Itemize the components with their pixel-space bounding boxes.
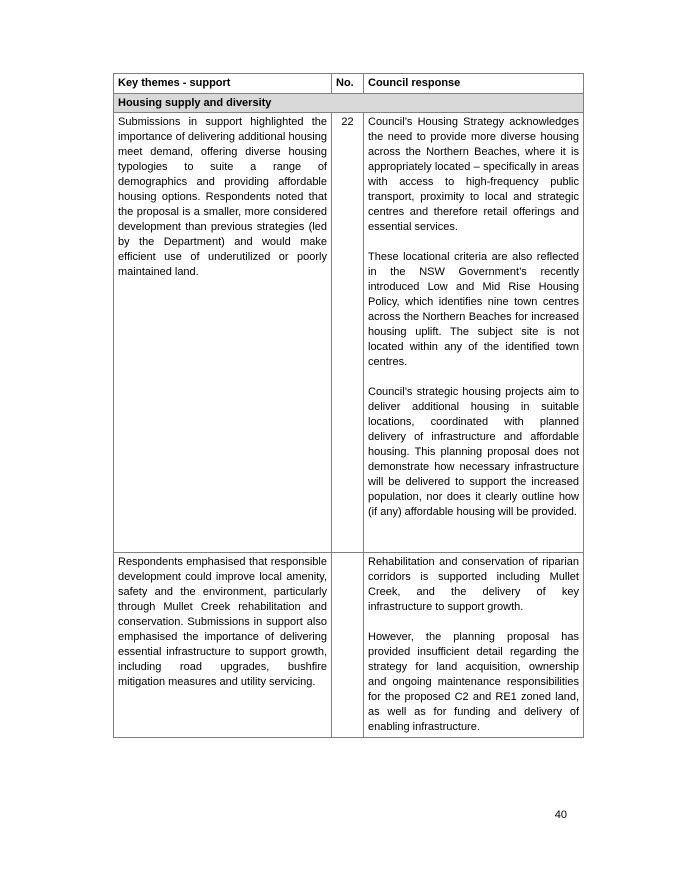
column-header-key-themes: Key themes - support	[114, 74, 332, 94]
no-cell	[332, 553, 364, 738]
no-cell: 22	[332, 113, 364, 553]
response-paragraph: However, the planning proposal has provided insufficient detail regarding the strategy for land acquisition, ownership and ongoing maintenance responsibilities for the proposed C2 and RE1 zoned land, as well as for funding and delivery of enabling infrastructure.	[368, 631, 579, 733]
theme-paragraph: Respondents emphasised that responsible development could improve local amenity, safety and the environment, particularly through Mullet Creek rehabilitation and conservation. Submissions in support also emphasised the importance of delivering essential infrastructure to support growth, including road upgrades, bushfire mitigation measures and utility servicing.	[118, 556, 327, 688]
response-paragraph: Rehabilitation and conservation of riparian corridors is supported including Mullet Creek, and the delivery of key infrastructure to support growth.	[368, 556, 579, 613]
response-paragraph: These locational criteria are also reflected in the NSW Government’s recently introduced Low and Mid Rise Housing Policy, which identifies nine town centres across the Northern Beaches for increased housing uplift. The subject site is not located within any of the identified town centres.	[368, 251, 579, 368]
column-header-council-response: Council response	[364, 74, 584, 94]
theme-paragraph: Submissions in support highlighted the importance of delivering additional housing meet demand, offering diverse housing typologies to suite a range of demographics and providing affordable housing options. Respondents noted that the proposal is a smaller, more considered development than previous strategies (led by the Department) and would make efficient use of underutilized or poorly maintained land.	[118, 116, 327, 278]
theme-cell	[114, 553, 332, 738]
response-cell	[364, 553, 584, 738]
response-paragraph: Council’s strategic housing projects aim to deliver additional housing in suitable locations, coordinated with planned delivery of infrastructure and affordable housing. This planning proposal does not demonstrate how necessary infrastructure will be delivered to support the increased population, nor does it clearly outline how (if any) affordable housing will be provided.	[368, 386, 579, 518]
theme-cell	[114, 113, 332, 553]
submissions-response-table	[113, 73, 584, 738]
table-row	[114, 553, 584, 738]
column-header-no: No.	[332, 74, 364, 94]
response-cell	[364, 113, 584, 553]
section-title: Housing supply and diversity	[114, 94, 584, 113]
table-row	[114, 113, 584, 553]
response-paragraph: Council’s Housing Strategy acknowledges the need to provide more diverse housing across the Northern Beaches, where it is appropriately located – specifically in areas with access to high-frequency public transport, proximity to local and strategic centres and therefore retail offerings and essential services.	[368, 116, 579, 233]
page-number: 40	[554, 809, 567, 821]
section-row	[114, 94, 584, 113]
table-header-row	[114, 74, 584, 94]
